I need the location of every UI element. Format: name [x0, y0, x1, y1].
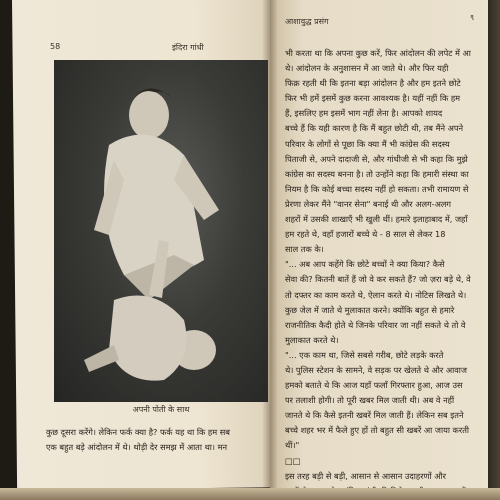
section-break-boxes: □□	[285, 455, 301, 466]
text-line: सेवा की? कितनी बातें हैं जो वे कर सकते हैं? जो ज़रा बड़े थे, वे	[285, 274, 471, 285]
text-line: परिवार के लोगों से पूछा कि क्या मैं भी कांग्रेस की सदस्य	[285, 138, 450, 149]
text-line: पर तलाशी होगी। तो पूरी खबर मिल जाती थी। अब वे नहीं	[285, 395, 455, 406]
text-line: राजनीतिक कैदी होते थे जिनके परिवार जा नहीं सकते थे तो वे	[285, 319, 466, 330]
text-line: फिर भी हमें इसमें कुछ करना आवश्यक है। यहीं नहीं कि हम	[285, 93, 461, 104]
text-line: फिक्र रहती थी कि इतना बड़ा आंदोलन है और हम इतने छोटे	[285, 78, 461, 89]
text-line: इस तरह बड़ी से बड़ी, आसान से आसान उदाहरणों और	[285, 470, 446, 481]
text-line: मुलाकात करते थे।	[285, 334, 339, 345]
text-line: शहरों में उसकी शाखाएँ भी खुली थीं। हमारे इलाहाबाद में, जहाँ	[285, 214, 468, 225]
text-line: थे। आंदोलन के अनुशासन में आ जाते थे। और फिर यही	[285, 63, 449, 74]
left-page-number: 58	[50, 42, 61, 51]
right-page-header: आशावुद्ध प्रसंग	[285, 17, 329, 26]
text-line: "... अब आप कहेंगे कि छोटे बच्चों ने क्या किया? कैसे	[285, 259, 445, 270]
photograph	[54, 60, 268, 402]
text-line: एक बहुत बड़े आंदोलन में थे। थोड़ी देर समझ में आता था। मन	[46, 442, 228, 452]
text-line: बच्चे शहर भर में फैले हुए हों तो बहुत सी खबरें आ जाया करती	[285, 425, 469, 436]
text-line: जानते थे कि कैसे इतनी खबरें मिल जाती हैं। लेकिन सब इतने	[285, 410, 464, 421]
text-line: हमको बताते थे कि आज यहाँ फलाँ गिरफ्तार हुआ, आज उस	[285, 380, 463, 391]
text-line: थीं।"	[285, 440, 300, 451]
text-line: "... एक काम था, जिसे सबसे गरीब, छोटे लड़के करते	[285, 349, 444, 360]
text-line: हैं, इसलिए हम इसमें भाग नहीं लेना है। आपको शायद	[285, 108, 443, 119]
text-line: तो दफ्तर का काम करते थे, ऐलान करते थे। नोटिस लिखते थे।	[285, 289, 467, 300]
left-page-body	[46, 425, 266, 455]
right-page-number: ९	[470, 13, 475, 22]
left-page-header: इंदिरा गांधी	[172, 43, 204, 52]
text-line: साल तक के।	[285, 244, 324, 255]
text-line: कुछ दूसरा करेंगे। लेकिन फर्क क्या है? फर्क यह था कि हम सब	[46, 427, 230, 437]
page-edges	[0, 488, 500, 500]
text-line: भी करता था कि अपना कुछ करें, फिर आंदोलन की लपेट में आ	[285, 48, 471, 58]
text-line: प्रेरणा लेकर मैंने "वानर सेना" बनाई थी और अलग-अलग	[285, 198, 452, 209]
text-line: हम रहते थे, वहाँ हजारों बच्चे थे - 8 साल से लेकर 18	[285, 229, 446, 240]
text-line: कुछ जेल में जाते थे मुलाकात करने। क्योंकि बहुत से हमारे	[285, 304, 455, 315]
photo-caption: अपनी पोती के साथ	[132, 405, 190, 414]
text-line: बच्चे हैं कि यही कारण है कि मैं बहुत छोटी थी, तब मैंने अपने	[285, 123, 464, 134]
background-edge	[488, 0, 500, 500]
text-line: पिताजी से, अपने दादाजी से, और गांधीजी से भी कहा कि मुझे	[285, 153, 468, 164]
text-line: कांग्रेस का सदस्य बनना है। तो उन्होंने कहा कि हमारी संस्था का	[285, 168, 469, 179]
right-page-body	[285, 32, 497, 499]
text-line: नियम है कि कोई बच्चा सदस्य नहीं हो सकता। तभी रामायण से	[285, 183, 469, 194]
text-line: थे। पुलिस स्टेशन के सामने, वे सड़क पर खेलते थे और आवाज	[285, 364, 467, 375]
photograph-figures	[54, 60, 268, 402]
